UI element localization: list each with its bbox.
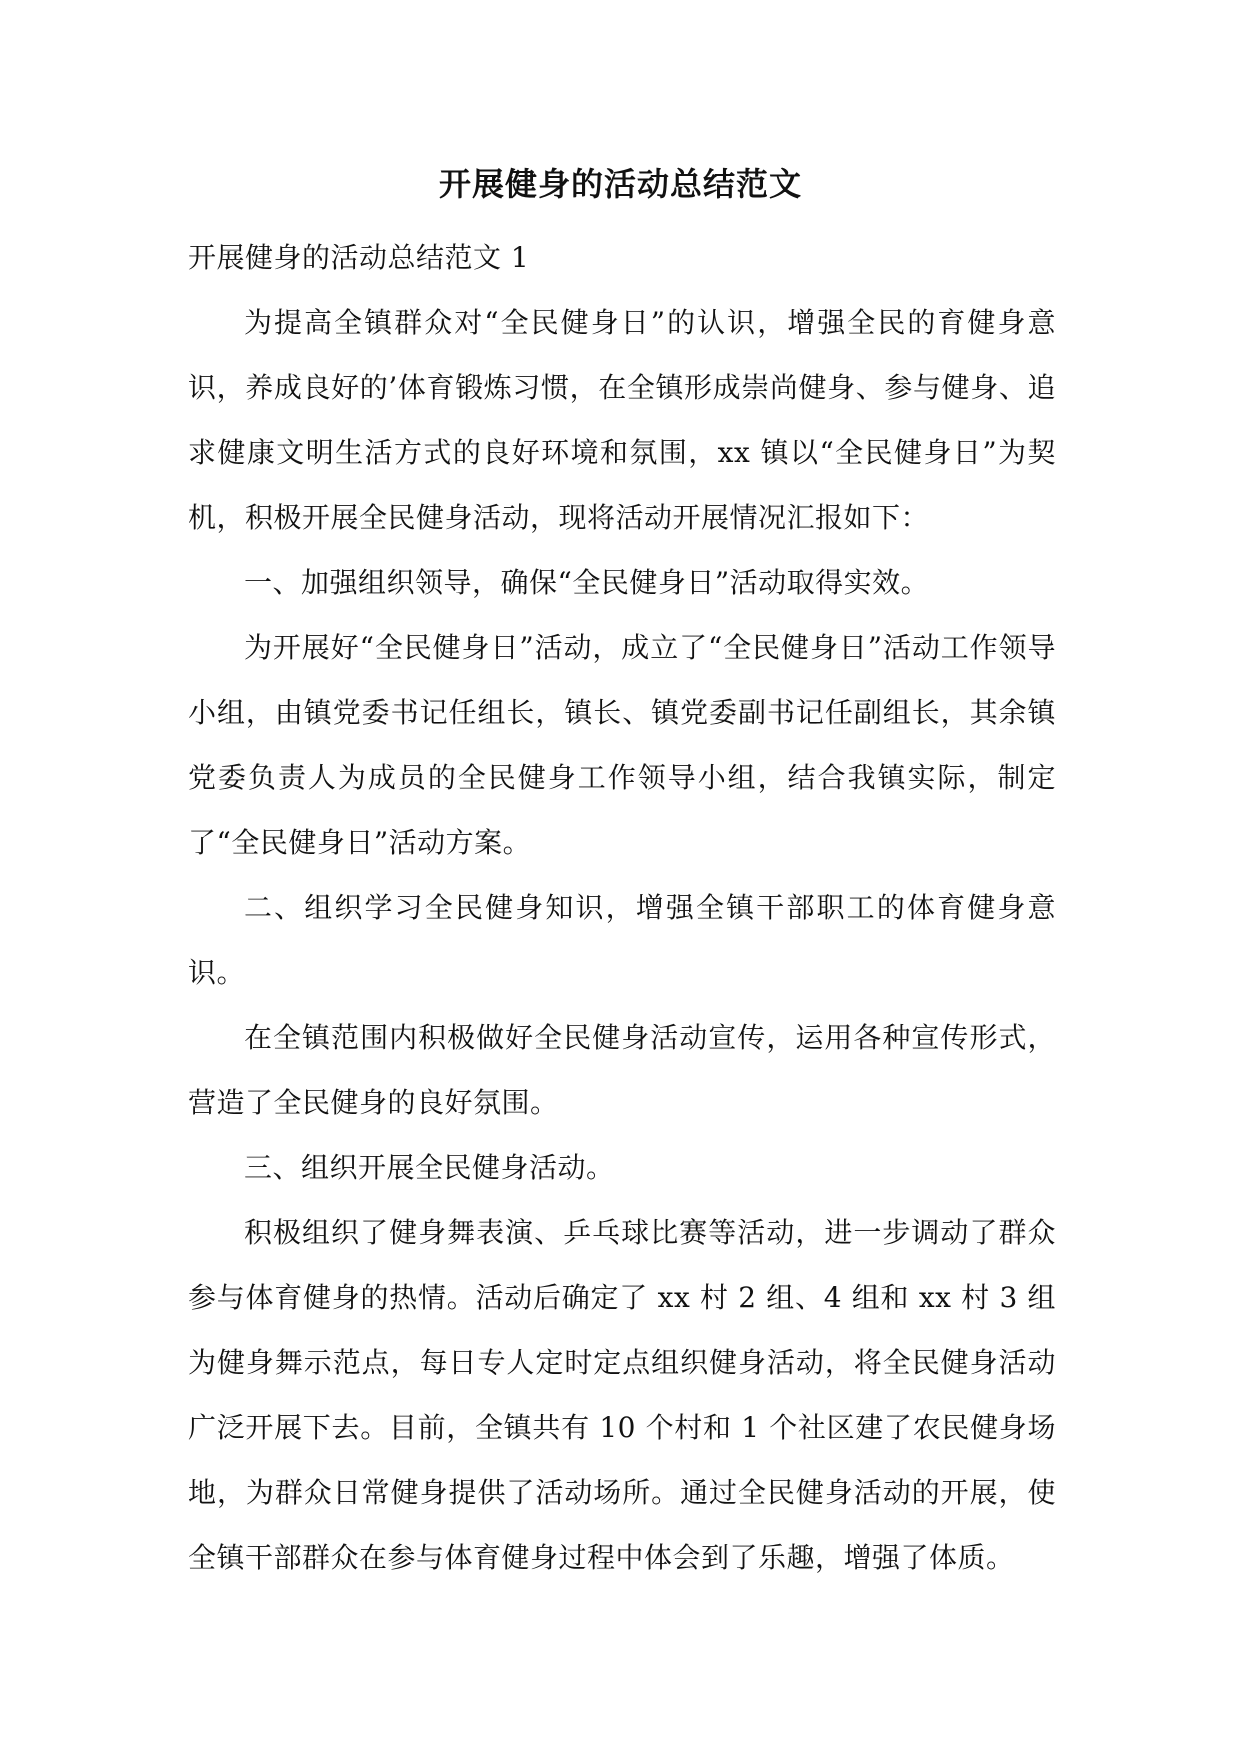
document-title: 开展健身的活动总结范文 (438, 165, 802, 203)
section-paragraph-3: 积极组织了健身舞表演、乒乓球比赛等活动，进一步调动了群众参与体育健身的热情。活动后确定了 xx 村 2 组、4 组和 xx 村 3 组为健身舞示范点，每日专人定时定点组织健身活动，将全民健身活动广泛开展下去。目前，全镇共有 10 个村和 1 个社区建了农民健身场地，为群众日常健身提供了活动场所。通过全民健身活动的开展，使全镇干部群众在参与体育健身过程中体会到了乐趣，增强了体质。 (188, 1216, 1056, 1574)
section-heading-2: 二、组织学习全民健身知识，增强全镇干部职工的体育健身意识。 (188, 891, 1056, 989)
section-paragraph-1: 为开展好“全民健身日”活动，成立了“全民健身日”活动工作领导小组，由镇党委书记任组长，镇长、镇党委副书记任副组长，其余镇党委负责人为成员的全民健身工作领导小组，结合我镇实际，制定了“全民健身日”活动方案。 (188, 631, 1056, 859)
section-heading-3: 三、组织开展全民健身活动。 (244, 1151, 615, 1184)
section-subtitle: 开展健身的活动总结范文 1 (188, 241, 530, 274)
intro-paragraph: 为提高全镇群众对“全民健身日”的认识，增强全民的育健身意识，养成良好的’体育锻炼习惯，在全镇形成崇尚健身、参与健身、追求健康文明生活方式的良好环境和氛围，xx 镇以“全民健身日”为契机，积极开展全民健身活动，现将活动开展情况汇报如下： (188, 306, 1056, 534)
section-paragraph-2: 在全镇范围内积极做好全民健身活动宣传，运用各种宣传形式，营造了全民健身的良好氛围。 (188, 1021, 1056, 1119)
document-body (188, 225, 1056, 1590)
section-heading-1: 一、加强组织领导，确保“全民健身日”活动取得实效。 (244, 566, 930, 599)
